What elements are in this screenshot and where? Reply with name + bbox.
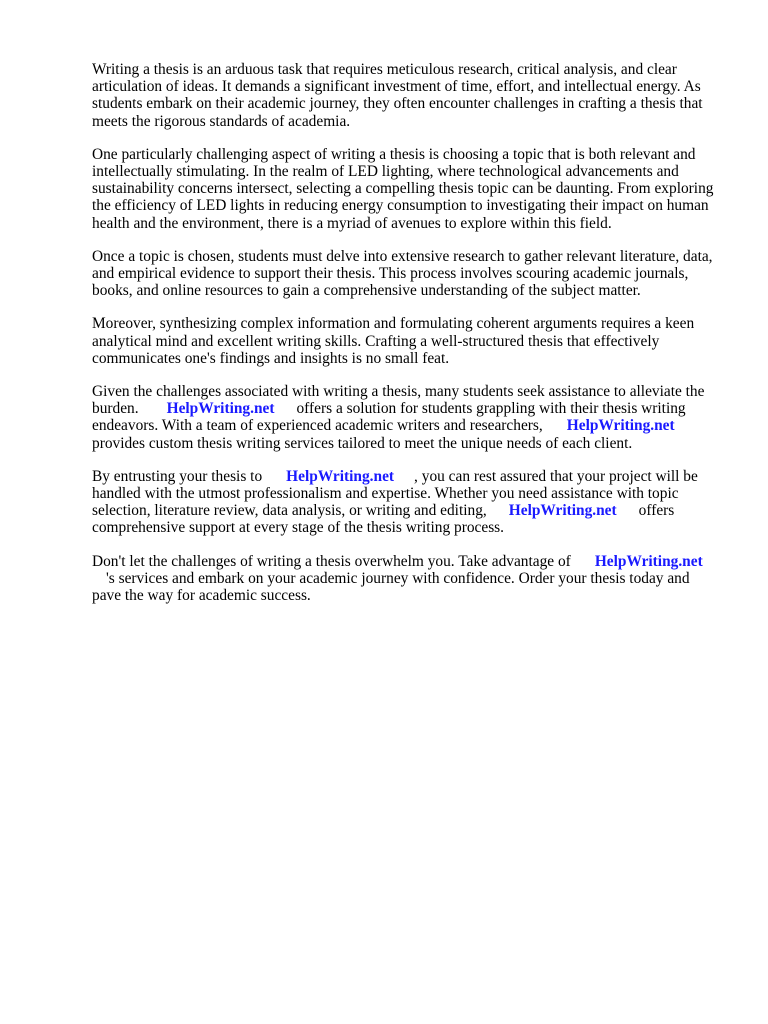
paragraph-assistance <box>92 383 722 452</box>
text-line: provides custom thesis writing services tailored to meet the unique needs of each client. <box>92 434 633 452</box>
text-line: pave the way for academic success. <box>92 587 311 605</box>
paragraph-conclusion <box>92 553 722 605</box>
helpwriting-link[interactable]: HelpWriting.net <box>566 417 675 435</box>
document-body <box>92 61 722 620</box>
text-line: Given the challenges associated with writing a thesis, many students seek assistance to alleviate the <box>92 383 705 401</box>
text-line: One particularly challenging aspect of writing a thesis is choosing a topic that is both relevant and <box>92 145 696 163</box>
text-line: students embark on their academic journey, they often encounter challenges in crafting a thesis that <box>92 95 703 113</box>
helpwriting-link[interactable]: HelpWriting.net <box>594 552 703 570</box>
text-line <box>92 468 722 485</box>
text-segment: burden. <box>92 400 139 418</box>
paragraph-entrusting <box>92 468 722 537</box>
paragraph-intro <box>92 61 722 130</box>
helpwriting-link[interactable]: HelpWriting.net <box>508 502 617 520</box>
text-line: Writing a thesis is an arduous task that requires meticulous research, critical analysis, and clear <box>92 61 677 78</box>
paragraph-synthesis <box>92 315 722 367</box>
text-line <box>92 417 722 434</box>
text-line <box>92 570 722 587</box>
text-segment: By entrusting your thesis to <box>92 467 263 485</box>
paragraph-research <box>92 248 722 300</box>
text-segment: 's services and embark on your academic journey with confidence. Order your thesis today and <box>106 569 690 587</box>
text-line <box>92 502 722 519</box>
text-line <box>92 553 722 570</box>
paragraph-topic <box>92 146 722 232</box>
text-segment: endeavors. With a team of experienced academic writers and researchers, <box>92 417 543 435</box>
text-line: articulation of ideas. It demands a significant investment of time, effort, and intellectual energy. As <box>92 78 701 96</box>
text-line: Moreover, synthesizing complex information and formulating coherent arguments requires a keen <box>92 315 695 333</box>
text-segment: offers <box>638 502 675 520</box>
text-line <box>92 400 722 417</box>
text-line: health and the environment, there is a myriad of avenues to explore within this field. <box>92 214 612 232</box>
text-line: sustainability concerns intersect, selecting a compelling thesis topic can be daunting. From exploring <box>92 180 714 198</box>
text-line: and empirical evidence to support their thesis. This process involves scouring academic journals, <box>92 265 689 283</box>
text-line: analytical mind and excellent writing skills. Crafting a well-structured thesis that effectively <box>92 332 660 350</box>
text-line: the efficiency of LED lights in reducing energy consumption to investigating their impact on human <box>92 197 709 215</box>
text-segment: offers a solution for students grappling with their thesis writing <box>296 400 686 418</box>
text-line: communicates one's findings and insights is no small feat. <box>92 349 450 367</box>
helpwriting-link[interactable]: HelpWriting.net <box>286 467 395 485</box>
text-line: comprehensive support at every stage of the thesis writing process. <box>92 519 505 537</box>
text-segment: , you can rest assured that your project will be <box>414 467 698 485</box>
text-line: meets the rigorous standards of academia. <box>92 112 351 130</box>
text-line: handled with the utmost professionalism and expertise. Whether you need assistance with topic <box>92 485 679 503</box>
text-line: intellectually stimulating. In the realm of LED lighting, where technological advancements and <box>92 163 679 181</box>
helpwriting-link[interactable]: HelpWriting.net <box>166 400 275 418</box>
text-line: Once a topic is chosen, students must delve into extensive research to gather relevant literature, data, <box>92 247 713 265</box>
text-segment: Don't let the challenges of writing a thesis overwhelm you. Take advantage of <box>92 552 571 570</box>
text-line: books, and online resources to gain a comprehensive understanding of the subject matter. <box>92 282 641 300</box>
text-segment: selection, literature review, data analysis, or writing and editing, <box>92 502 487 520</box>
